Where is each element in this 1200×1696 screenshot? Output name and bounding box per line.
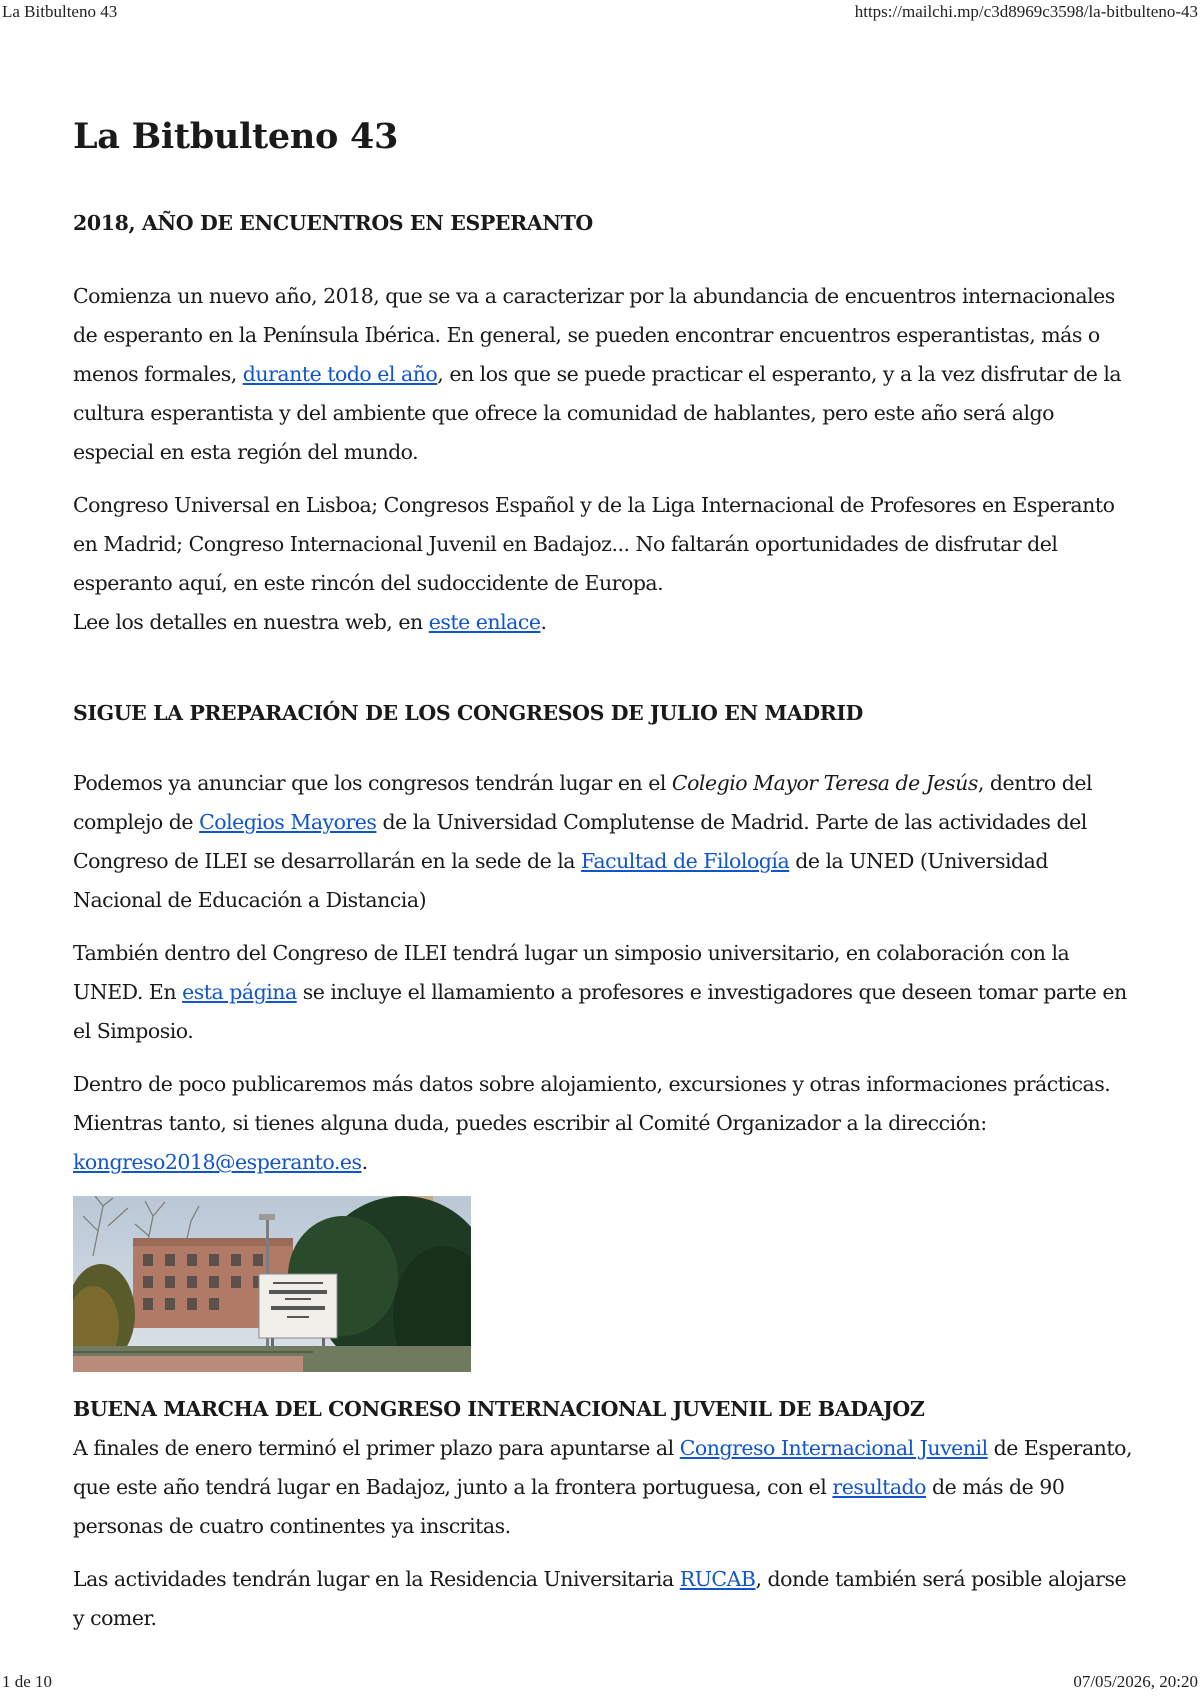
- link-congreso-internacional-juvenil[interactable]: Congreso Internacional Juvenil: [679, 1435, 988, 1460]
- link-este-enlace[interactable]: este enlace: [428, 609, 541, 634]
- paragraph: Comienza un nuevo año, 2018, que se va a caracterizar por la abundancia de encuentros internacionales de esperanto en la Península Ibérica. En general, se pueden encontrar encuentros esperantistas, más o menos formales, durante todo el año, en los que se puede practicar el esperanto, y a la vez disfrutar de la cultura esperantista y del ambiente que ofrece la comunidad de hablantes, pero este año será algo especial en esta región del mundo.: [73, 283, 1122, 464]
- page-title: La Bitbulteno 43: [73, 116, 399, 157]
- venue-name: Colegio Mayor Teresa de Jesús: [671, 771, 978, 796]
- section-heading-madrid: SIGUE LA PREPARACIÓN DE LOS CONGRESOS DE JULIO EN MADRID: [73, 700, 863, 725]
- link-resultado[interactable]: resultado: [832, 1474, 927, 1499]
- paragraph: Las actividades tendrán lugar en la Residencia Universitaria RUCAB, donde también será posible alojarse y comer.: [73, 1566, 1127, 1630]
- paragraph: Lee los detalles en nuestra web, en este enlace.: [73, 609, 547, 634]
- link-esta-pagina[interactable]: esta página: [182, 980, 297, 1005]
- paragraph: Dentro de poco publicaremos más datos sobre alojamiento, excursiones y otras informaciones prácticas. Mientras tanto, si tienes alguna duda, puedes escribir al Comité Organizador a la dirección: kongreso2018@esperanto.es.: [73, 1072, 1111, 1175]
- link-facultad-de-filologia[interactable]: Facultad de Filología: [581, 849, 790, 874]
- page-number: 1 de 10: [2, 1672, 53, 1691]
- print-header-url: https://mailchi.mp/c3d8969c3598/la-bitbulteno-43: [854, 2, 1198, 21]
- print-header-title: La Bitbulteno 43: [2, 2, 118, 21]
- link-rucab[interactable]: RUCAB: [679, 1566, 756, 1591]
- link-email-kongreso[interactable]: kongreso2018@esperanto.es: [73, 1150, 362, 1175]
- print-datetime: 07/05/2026, 20:20: [1073, 1672, 1198, 1691]
- link-durante-todo-el-ano[interactable]: durante todo el año: [242, 361, 438, 386]
- print-footer: [0, 1672, 1200, 1696]
- paragraph: También dentro del Congreso de ILEI tendrá lugar un simposio universitario, en colaboración con la UNED. En esta página se incluye el llamamiento a profesores e investigadores que deseen tomar parte en el Simposio.: [73, 941, 1127, 1044]
- paragraph: Podemos ya anunciar que los congresos tendrán lugar en el Colegio Mayor Teresa de Jesús, dentro del complejo de Colegios Mayores de la Universidad Complutense de Madrid. Parte de las actividades del Congreso de ILEI se desarrollarán en la sede de la Facultad de Filología de la UNED (Universidad Nacional de Educación a Distancia): [73, 771, 1093, 913]
- paragraph: A finales de enero terminó el primer plazo para apuntarse al Congreso Internacional Juvenil de Esperanto, que este año tendrá lugar en Badajoz, junto a la frontera portuguesa, con el resultado de más de 90 personas de cuatro continentes ya inscritas.: [73, 1435, 1132, 1538]
- print-header: [0, 2, 1200, 26]
- article: [73, 116, 1133, 1638]
- link-colegios-mayores[interactable]: Colegios Mayores: [199, 810, 377, 835]
- paragraph: Congreso Universal en Lisboa; Congresos Español y de la Liga Internacional de Profesores en Esperanto en Madrid; Congreso Internacional Juvenil en Badajoz... No faltarán oportunidades de disfrutar del esperanto aquí, en este rincón del sudoccidente de Europa.: [73, 492, 1115, 595]
- colegio-mayor-photo: [73, 1196, 471, 1372]
- section-heading-encuentros: 2018, AÑO DE ENCUENTROS EN ESPERANTO: [73, 211, 593, 235]
- section-heading-badajoz: BUENA MARCHA DEL CONGRESO INTERNACIONAL JUVENIL DE BADAJOZ: [73, 1397, 925, 1422]
